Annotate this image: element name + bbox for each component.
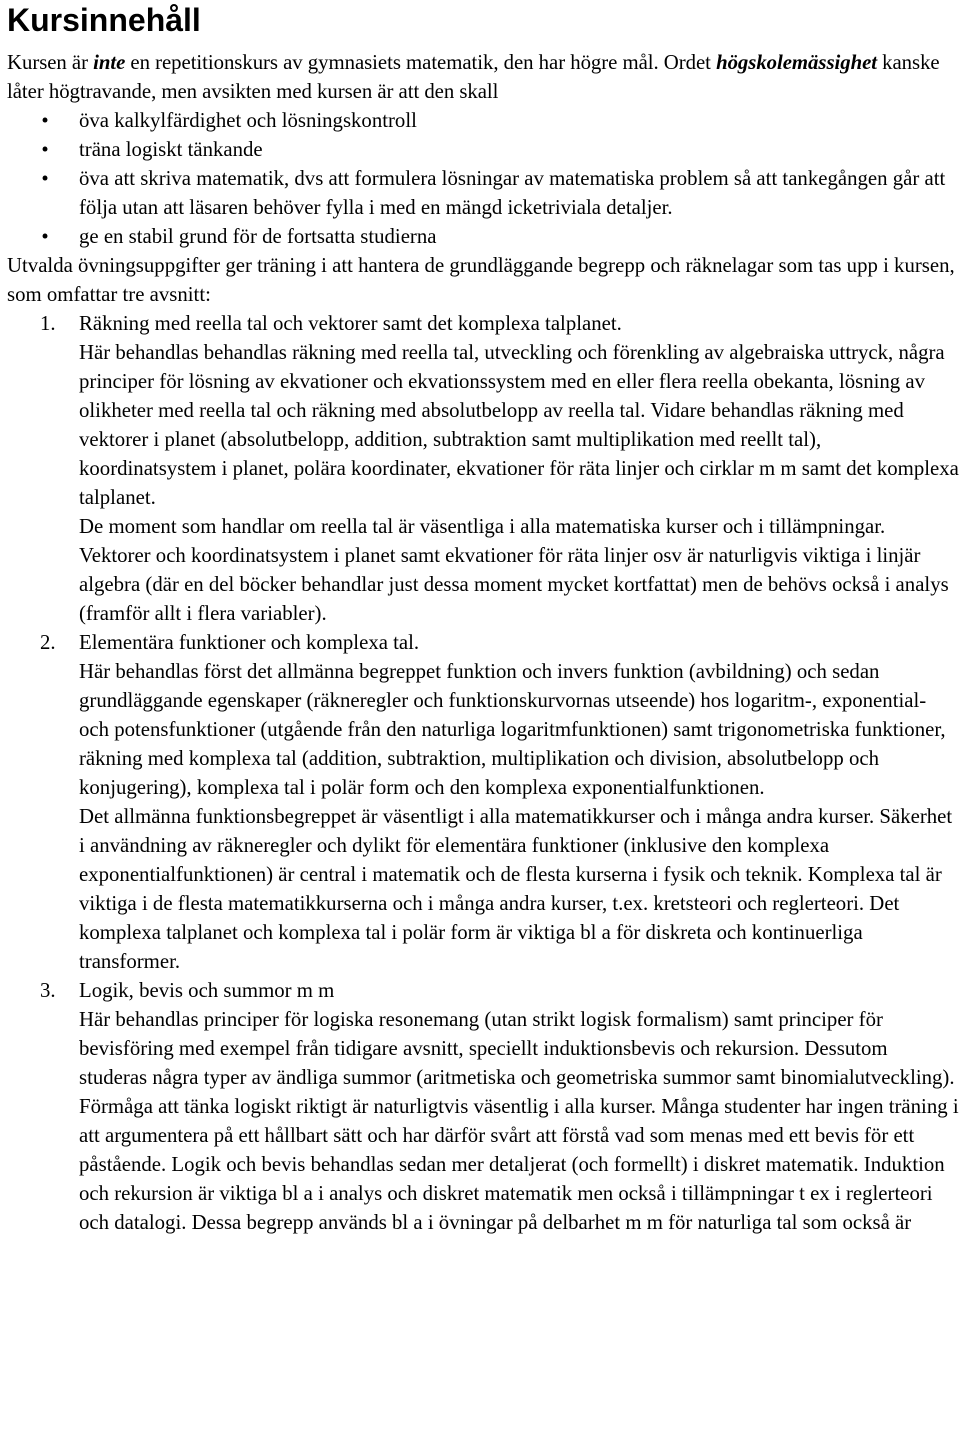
section-body: Förmåga att tänka logiskt riktigt är naturligtvis väsentlig i alla kurser. Många studenter har ingen träning i att argumentera på ett hållbart sätt och har därför svårt att förstå vad som menas med ett bevis för ett påstående. Logik och bevis behandlas sedan mer detaljerat (och formellt) i diskret matematik. Induktion och rekursion är viktiga bl a i analys och diskret matematik men också i tillämpningar t ex i reglerteori och datalogi. Dessa begrepp används bl a i övningar på delbarhet m m för naturliga tal som också är (79, 1095, 959, 1234)
goal-text: träna logiskt tänkande (79, 138, 263, 161)
section-body: Det allmänna funktionsbegreppet är väsentligt i alla matematikkurser och i många andra kurser. Säkerhet i användning av räkneregler och dylikt för elementära funktioner (inklusive den komplexa exponentialfunktionen) är central i matematik och de flesta kurserna i fysik och teknik. Komplexa tal är viktiga i de flesta matematikkurserna och i många andra kurser, t.ex. kretsteori och reglerteori. Det komplexa talplanet och komplexa tal i polär form är viktiga bl a för diskreta och kontinuerliga transformer. (79, 805, 953, 973)
section-body: De moment som handlar om reella tal är väsentliga i alla matematiska kurser och i tillämpningar. Vektorer och koordinatsystem i planet samt ekvationer för räta linjer osv är naturligvis viktiga i linjär algebra (där en del böcker behandlar just dessa moment mycket kortfattat) men de behövs också i analys (framför allt i flera variabler). (79, 515, 949, 625)
goal-text: ge en stabil grund för de fortsatta studierna (79, 225, 437, 248)
intro-emphasis-inte: inte (93, 51, 126, 74)
section-number: 2. (40, 631, 56, 654)
goal-item (7, 135, 960, 164)
goal-text: öva kalkylfärdighet och lösningskontroll (79, 109, 417, 132)
intro-text-c: kanske låter högtravande, men avsikten med kursen är att den skall (7, 51, 940, 103)
section-body: Här behandlas principer för logiska resonemang (utan strikt logisk formalism) samt principer för bevisföring med exempel från tidigare avsnitt, speciellt induktionsbevis och rekursion. Dessutom studeras några typer av ändliga summor (aritmetiska och geometriska summor samt binomialutveckling). (79, 1008, 955, 1089)
bullet-icon: • (41, 225, 49, 248)
goal-text: öva att skriva matematik, dvs att formulera lösningar av matematiska problem så att tankegången går att följa utan att läsaren behöver fylla i med en mängd icketriviala detaljer. (79, 167, 946, 219)
intro-text-a: Kursen är (7, 51, 94, 74)
intro-text-b: en repetitionskurs av gymnasiets matematik, den har högre mål. Ordet (125, 51, 717, 74)
goal-item (7, 164, 960, 222)
bullet-icon: • (41, 109, 49, 132)
bullet-icon: • (41, 167, 49, 190)
goal-item (7, 106, 960, 135)
exercises-intro: Utvalda övningsuppgifter ger träning i att hantera de grundläggande begrepp och räknelagar som tas upp i kursen, som omfattar tre avsnitt: (7, 254, 955, 306)
goals-list (7, 106, 960, 251)
goal-item (7, 222, 960, 251)
section-title: Elementära funktioner och komplexa tal. (79, 631, 420, 654)
intro-paragraph (7, 48, 960, 106)
section-item (7, 309, 960, 628)
section-number: 1. (40, 312, 56, 335)
section-item (7, 976, 960, 1237)
section-body: Här behandlas behandlas räkning med reella tal, utveckling och förenkling av algebraiska uttryck, några principer för lösning av ekvationer och ekvationssystem med en eller flera reella obekanta, lösning av olikheter med reella tal och räkning med absolutbelopp av reella tal. Vidare behandlas räkning med vektorer i planet (absolutbelopp, addition, subtraktion samt multiplikation med reellt tal), koordinatsystem i planet, polära koordinater, ekvationer för räta linjer och cirklar m m samt det komplexa talplanet. (79, 341, 959, 509)
section-item (7, 628, 960, 976)
section-title: Logik, bevis och summor m m (79, 979, 335, 1002)
section-title: Räkning med reella tal och vektorer samt det komplexa talplanet. (79, 312, 622, 335)
section-number: 3. (40, 979, 56, 1002)
sections-list (7, 309, 960, 1237)
bullet-icon: • (41, 138, 49, 161)
page-title: Kursinnehåll (7, 2, 201, 38)
section-body: Här behandlas först det allmänna begreppet funktion och invers funktion (avbildning) och sedan grundläggande egenskaper (räkneregler och funktionskurvornas utseende) hos logaritm-, exponential- och potensfunktioner (utgående från den naturliga logaritmfunktionen) samt trigonometriska funktioner, räkning med komplexa tal (addition, subtraktion, multiplikation och division, absolutbelopp och konjugering), komplexa tal i polär form och den komplexa exponentialfunktionen. (79, 660, 946, 799)
intro-emphasis-hogskolemassighet: högskolemässighet (716, 51, 877, 74)
